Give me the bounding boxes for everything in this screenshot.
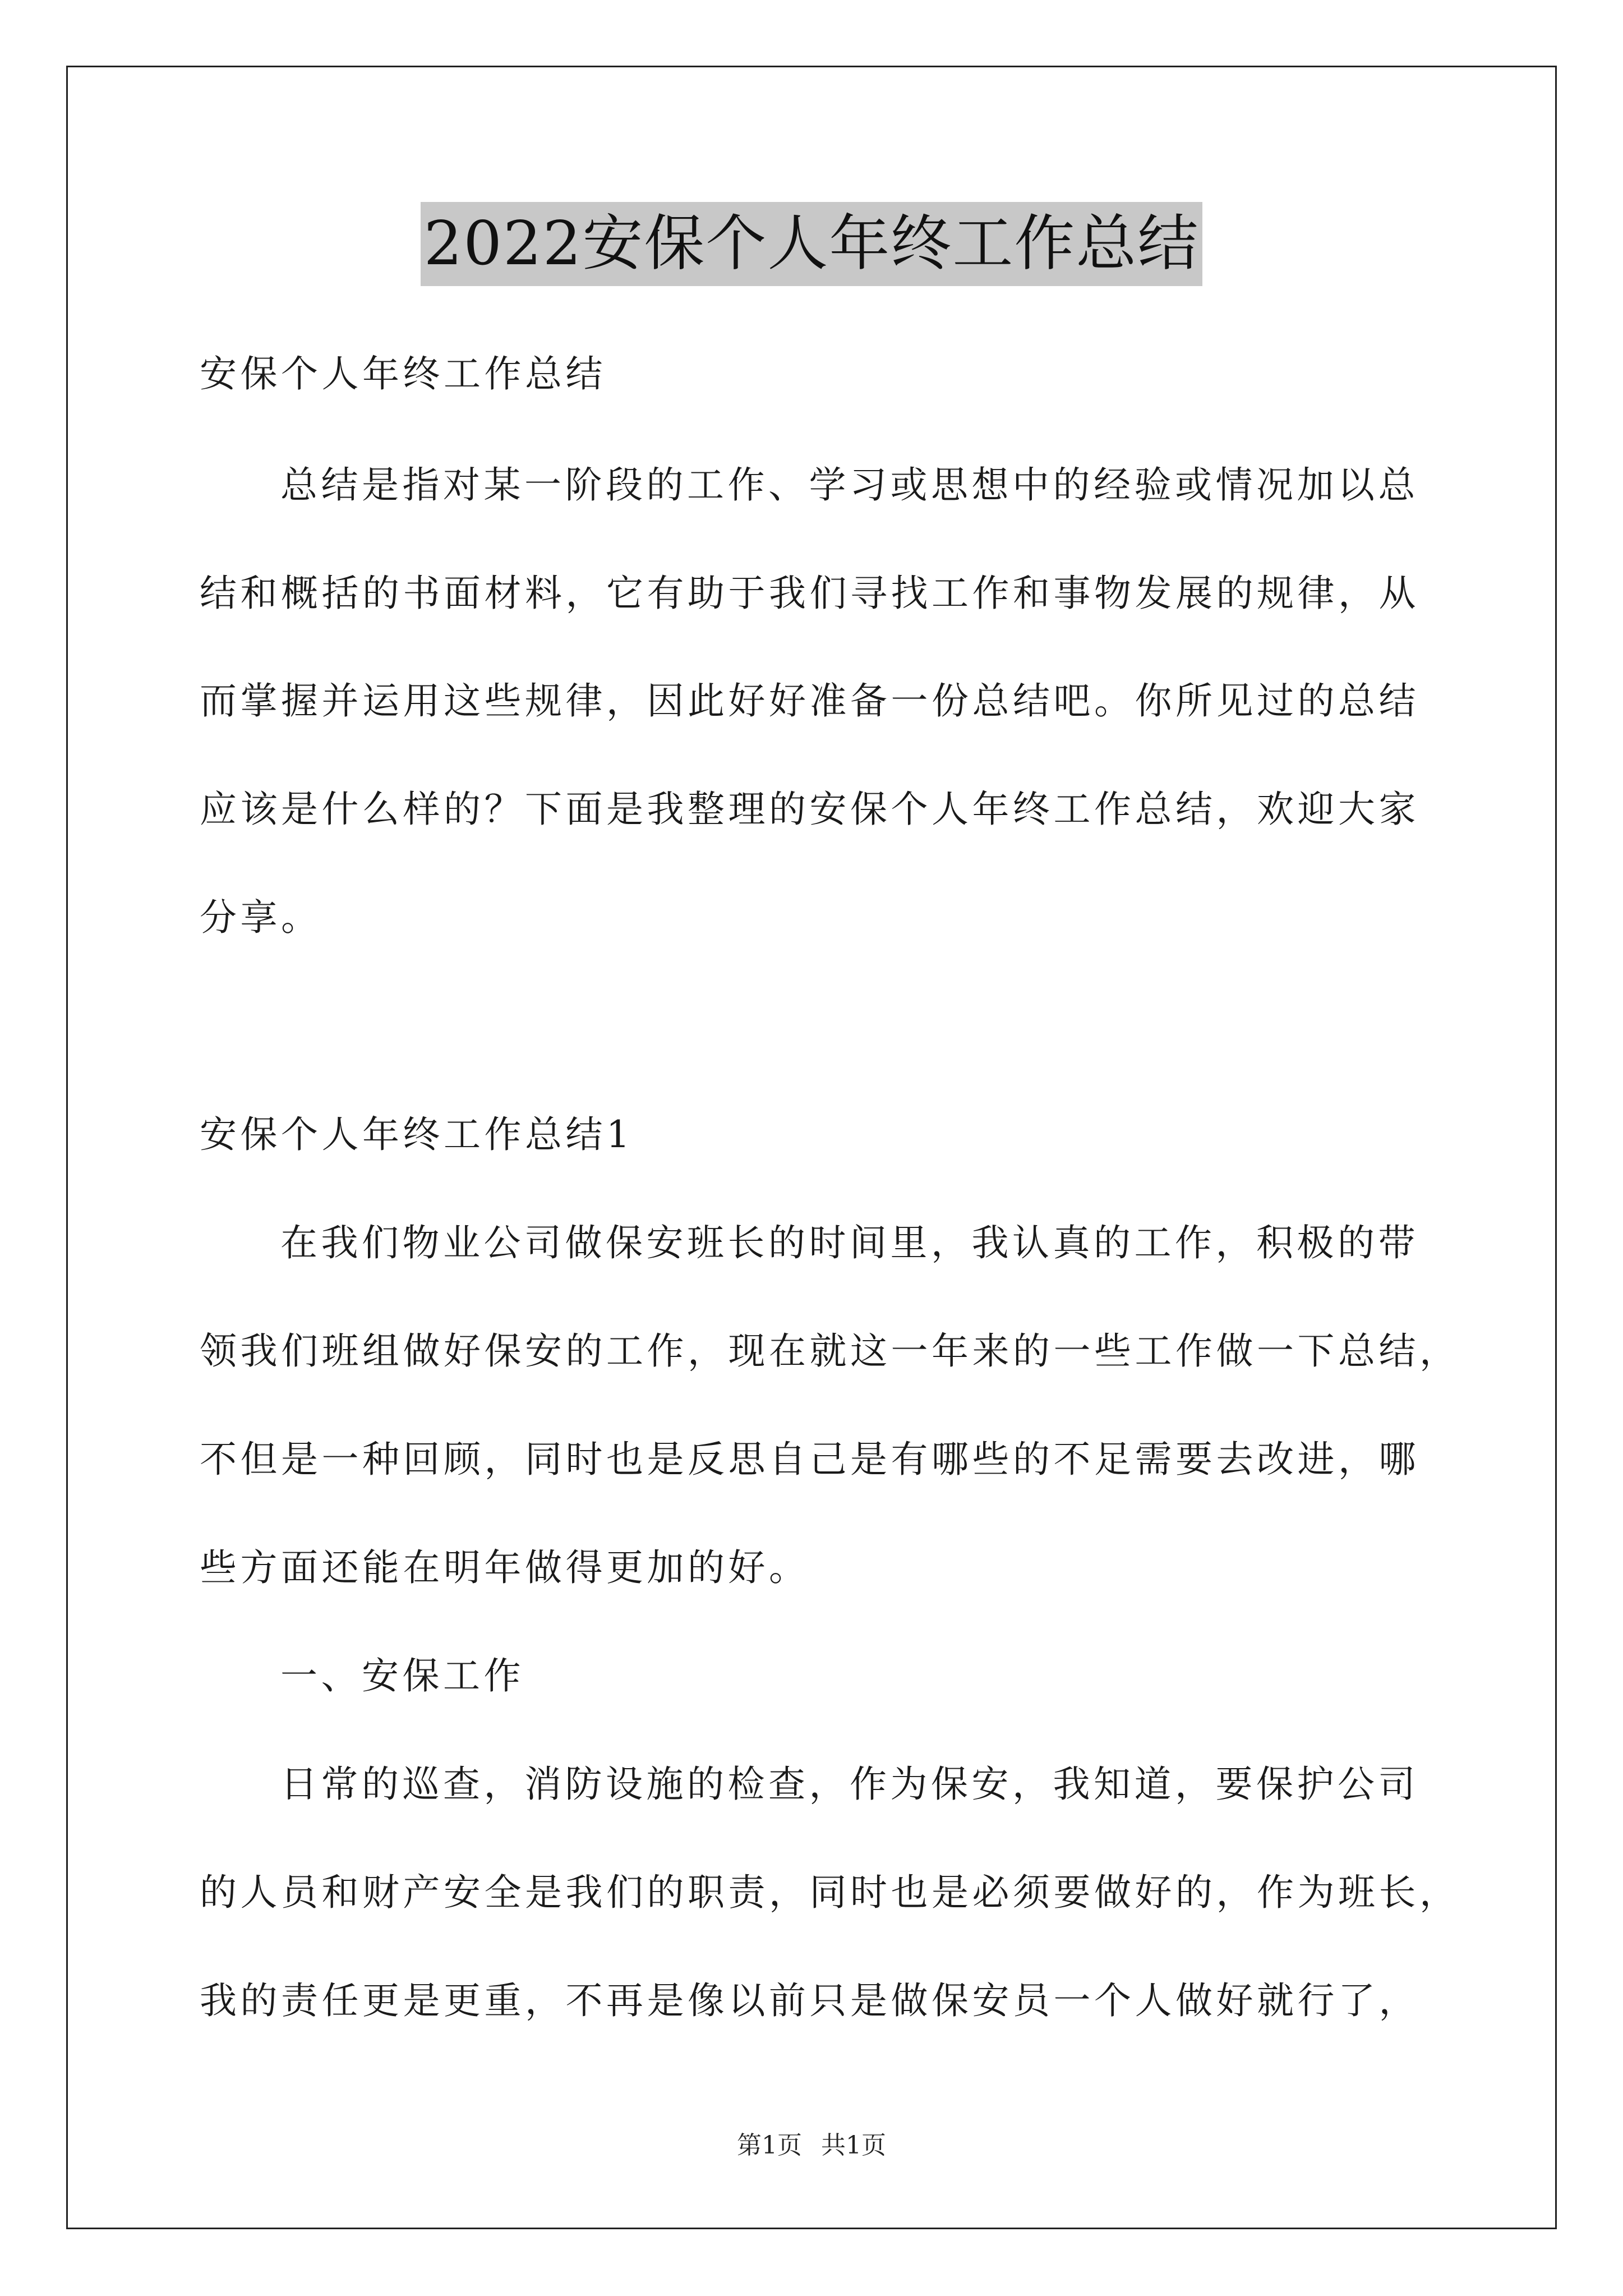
paragraph2-line-2: 的人员和财产安全是我们的职责，同时也是必须要做好的，作为班长， [200, 1871, 1460, 1914]
title-container [0, 202, 1623, 286]
section1-line-3: 不但是一种回顾，同时也是反思自己是有哪些的不足需要去改进，哪 [200, 1438, 1419, 1481]
document-title: 2022安保个人年终工作总结 [421, 202, 1203, 286]
intro-line-3: 而掌握并运用这些规律，因此好好准备一份总结吧。你所见过的总结 [200, 679, 1419, 723]
paragraph2-line-1: 日常的巡查，消防设施的检查，作为保安，我知道，要保护公司 [280, 1763, 1419, 1806]
page-footer: 第1页 共1页 [737, 2131, 886, 2160]
intro-line-5: 分享。 [200, 896, 322, 939]
intro-line-2: 结和概括的书面材料，它有助于我们寻找工作和事物发展的规律，从 [200, 572, 1419, 615]
paragraph2-line-3: 我的责任更是更重，不再是像以前只是做保安员一个人做好就行了， [200, 1979, 1419, 2022]
section1-line-1: 在我们物业公司做保安班长的时间里，我认真的工作，积极的带 [280, 1221, 1419, 1264]
section1-line-4: 些方面还能在明年做得更加的好。 [200, 1546, 810, 1589]
section1-line-2: 领我们班组做好保安的工作，现在就这一年来的一些工作做一下总结， [200, 1329, 1460, 1373]
document-subtitle: 安保个人年终工作总结 [200, 352, 606, 395]
intro-line-4: 应该是什么样的？下面是我整理的安保个人年终工作总结，欢迎大家 [200, 788, 1419, 831]
subheading: 一、安保工作 [280, 1654, 524, 1697]
section-heading: 安保个人年终工作总结1 [200, 1113, 634, 1156]
intro-line-1: 总结是指对某一阶段的工作、学习或思想中的经验或情况加以总 [280, 463, 1419, 507]
